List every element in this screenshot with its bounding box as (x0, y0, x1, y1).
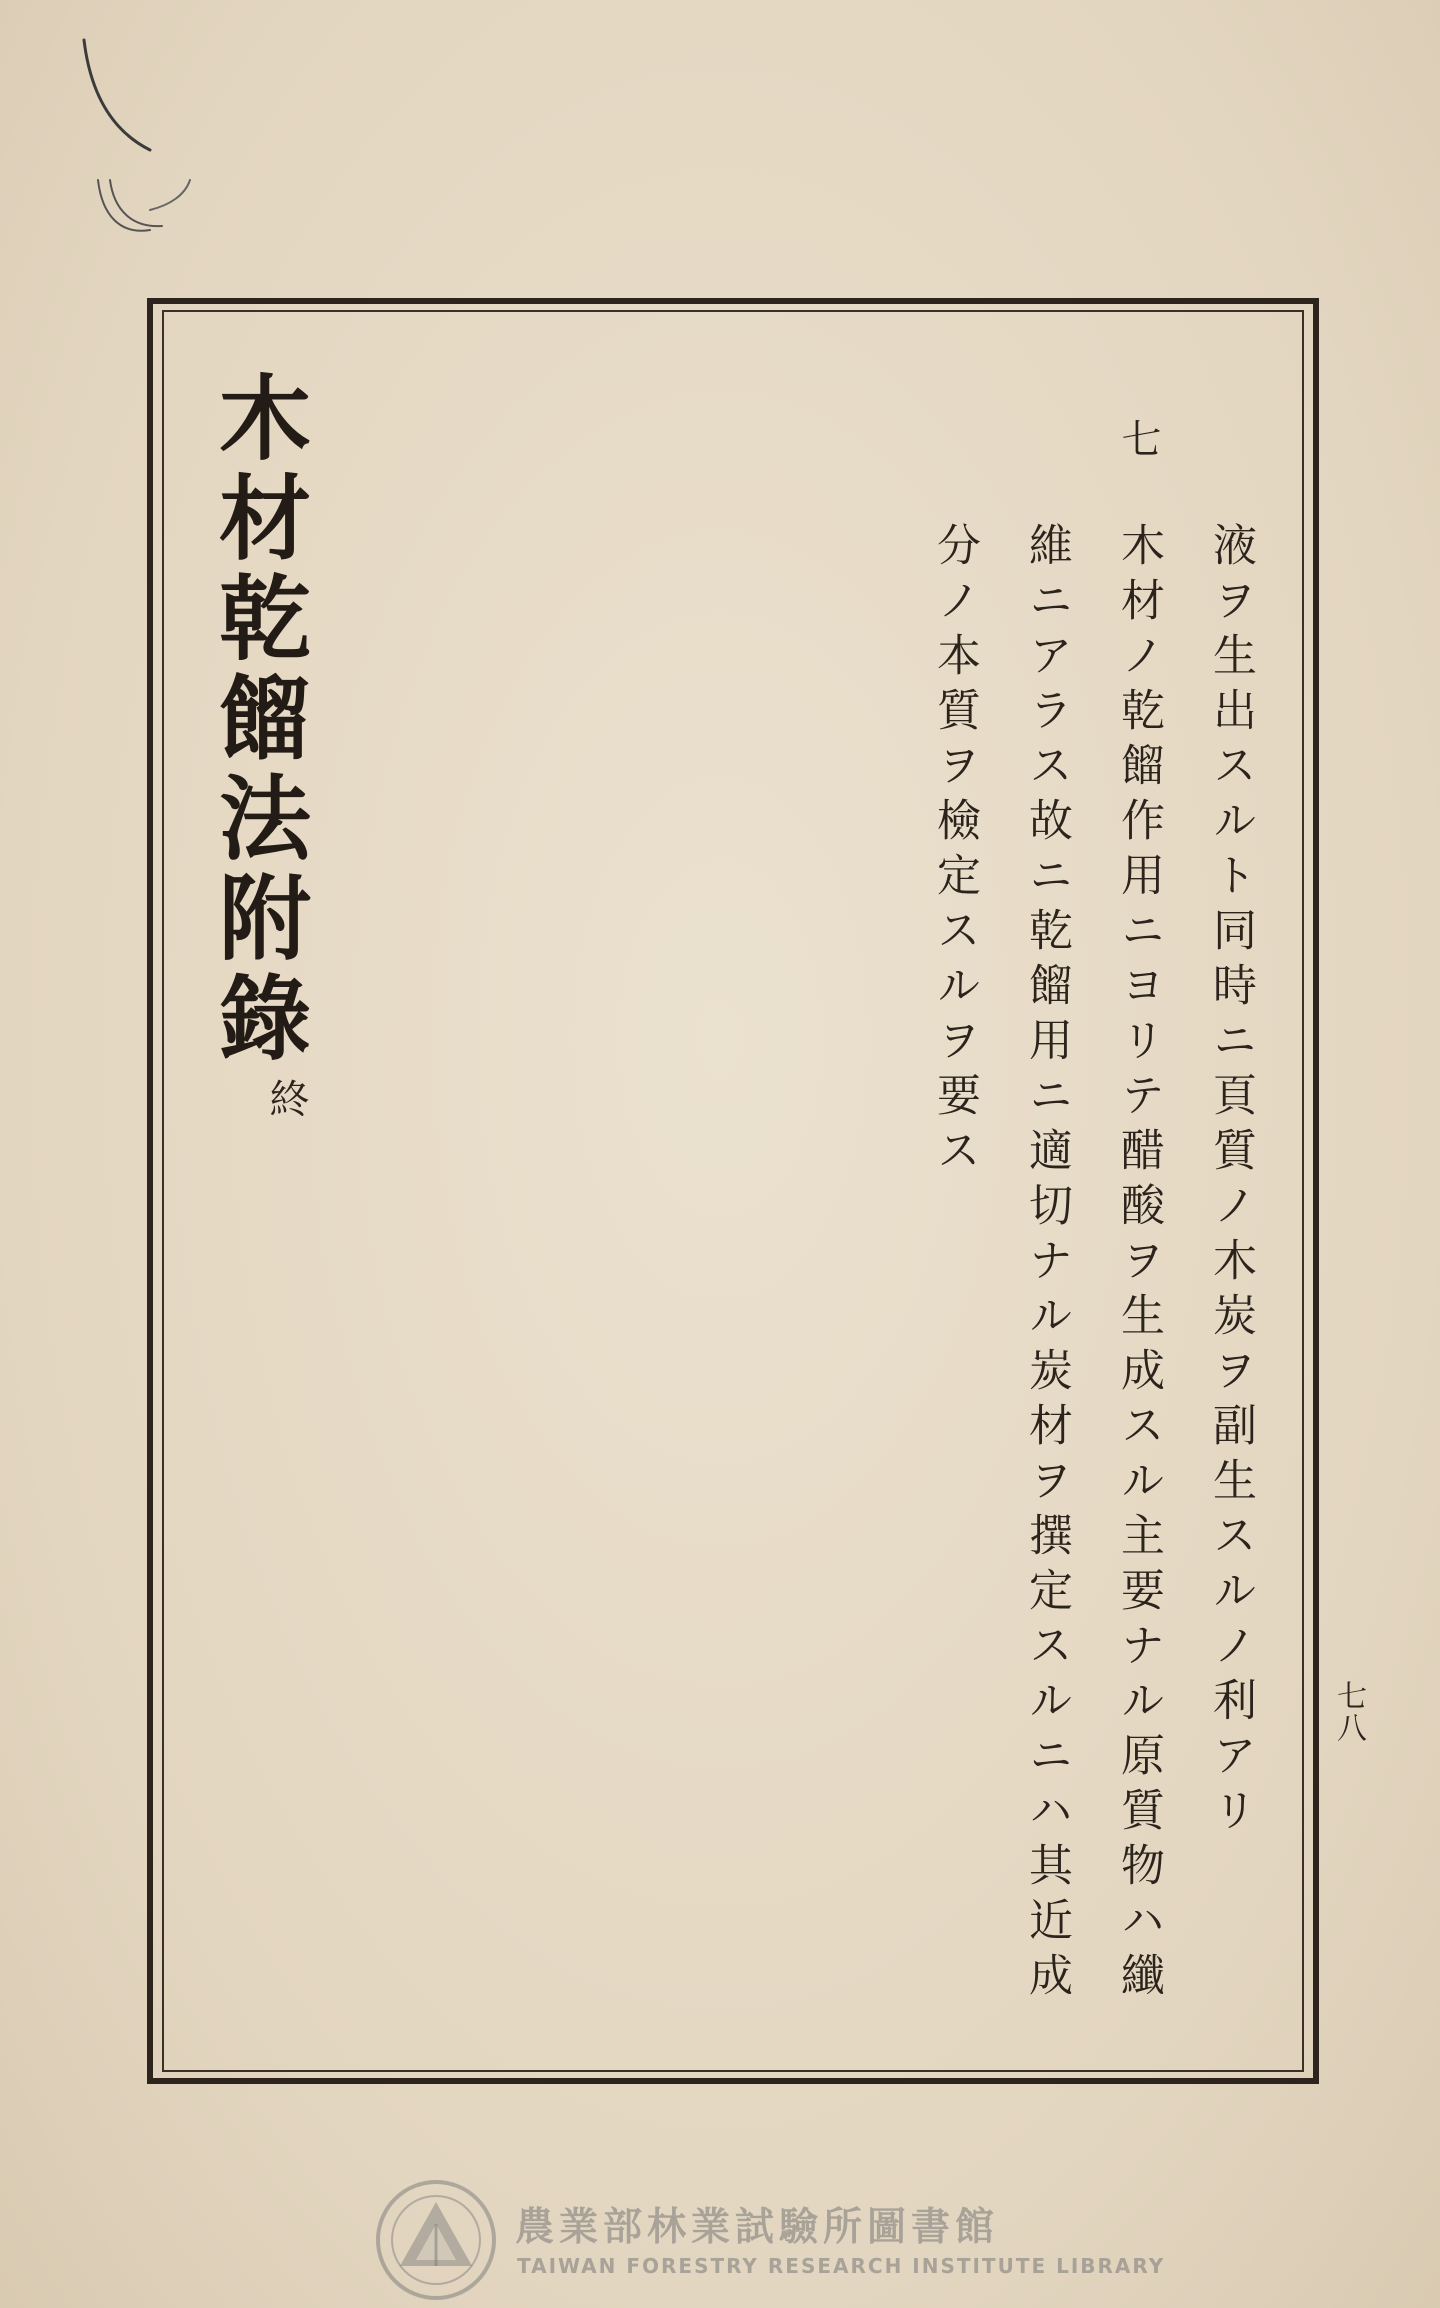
forestry-institute-seal-icon (374, 2178, 498, 2302)
body-text-line-3: 維ニアラス故ニ乾餾用ニ適切ナル炭材ヲ撰定スルニハ其近成 (1021, 522, 1072, 2007)
watermark-library-name-en: TAIWAN FORESTRY RESEARCH INSTITUTE LIBRARY (517, 2254, 1166, 2278)
body-text-line-4: 分ノ本質ヲ檢定スルヲ要ス (929, 522, 980, 1182)
book-title: 木材乾餾法附錄 (204, 370, 312, 1070)
body-text-line-1: 液ヲ生出スルト同時ニ頁質ノ木炭ヲ副生スルノ利アリ (1205, 522, 1256, 1842)
end-mark: 終 (263, 1078, 309, 1118)
watermark-library-name: 農業部林業試驗所圖書館 (515, 2205, 1000, 2250)
section-number: 七 (1115, 418, 1161, 458)
page-number: 七八 (1331, 1680, 1366, 1744)
body-text-line-2: 木材ノ乾餾作用ニヨリテ醋酸ヲ生成スル主要ナル原質物ハ纖 (1113, 522, 1164, 2007)
pencil-mark-icon (80, 30, 220, 250)
